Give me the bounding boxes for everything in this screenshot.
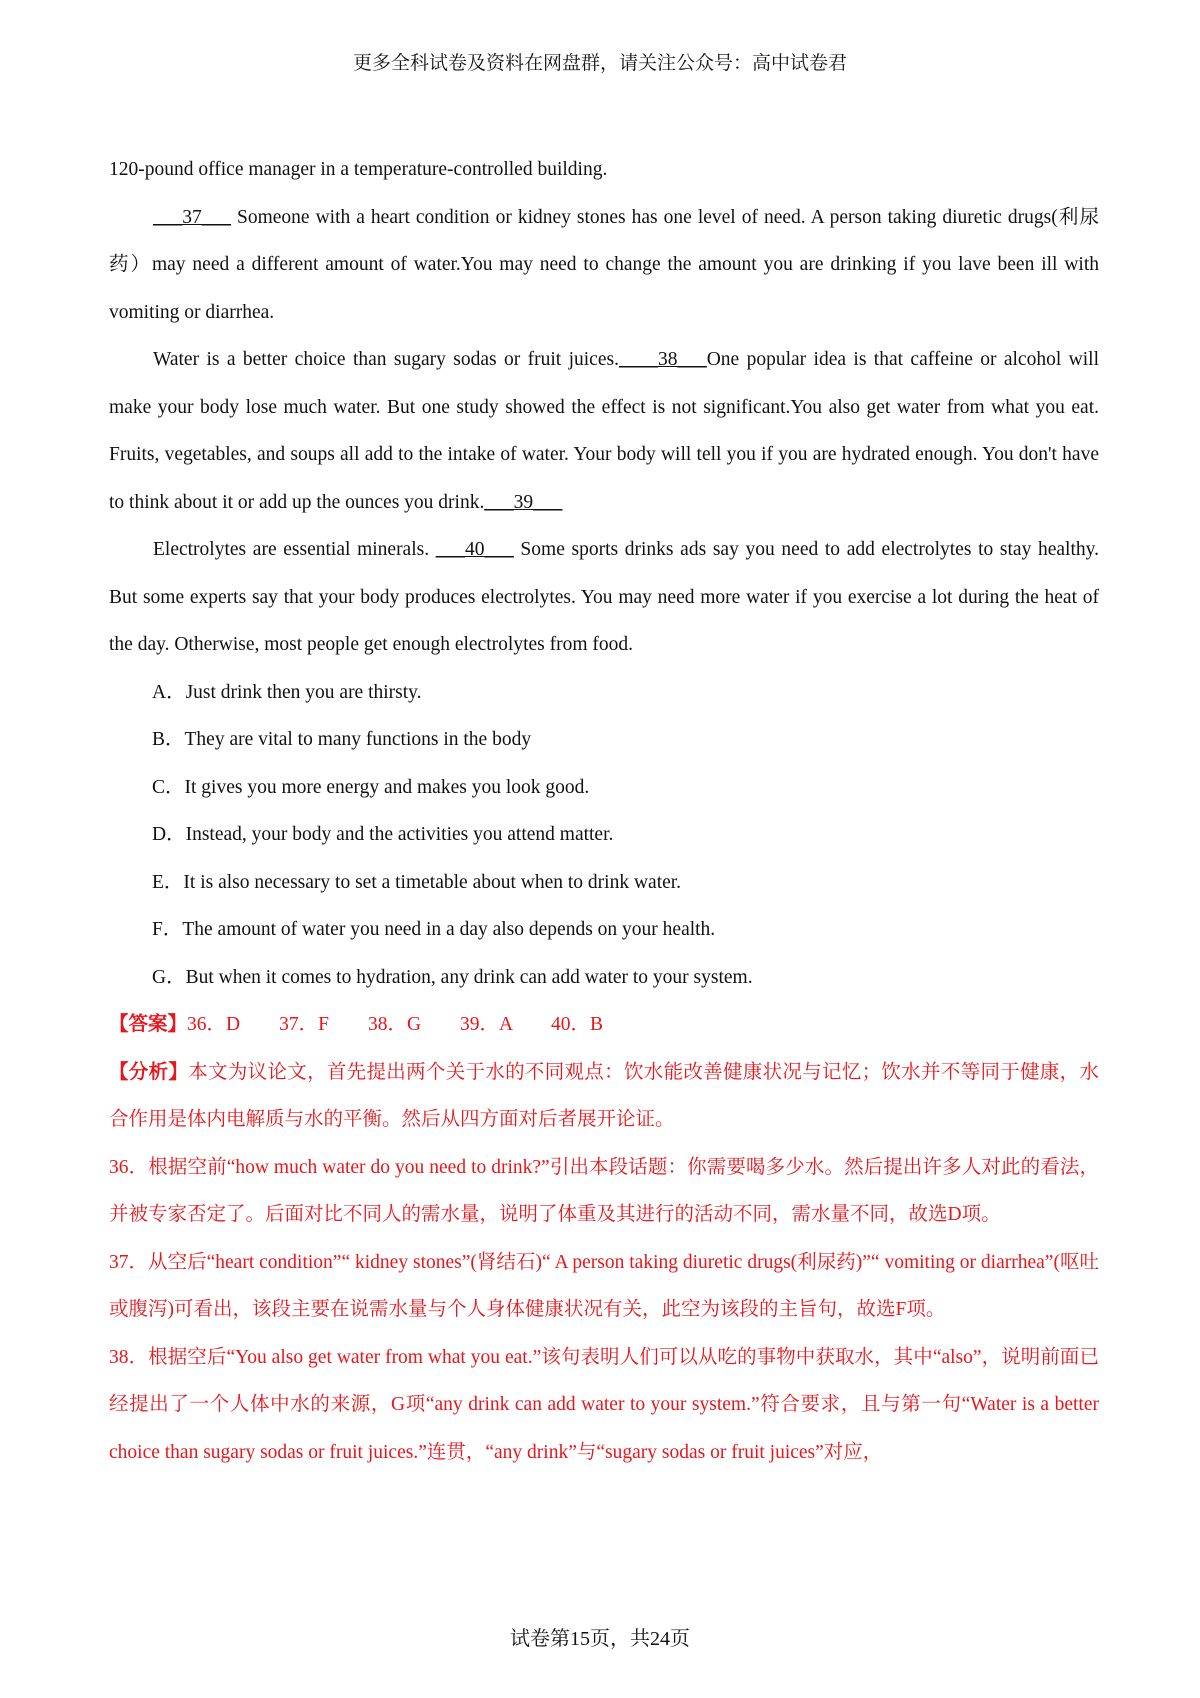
paragraph-2-text-b: One popular idea is that caffeine or alcohol will make your body lose much water. But one study showed the effect is not significant.You also get water from what you eat. Fruits, vegetables, and soups all add to the intake of water. Your body will tell you if you are hydrated enough. You don't have to think about it or add up the ounces you drink. [109, 349, 1099, 513]
passage-paragraph-3 [109, 526, 1099, 669]
page-content [109, 146, 1099, 1476]
option-f: F．The amount of water you need in a day also depends on your health. [152, 919, 716, 940]
paragraph-3-text-a: Electrolytes are essential minerals. [153, 539, 436, 560]
passage-paragraph-1 [109, 194, 1099, 337]
blank-37: ___37___ [153, 206, 231, 228]
answer-label: 【答案】 [109, 1014, 188, 1035]
option-b: B．They are vital to many functions in the body [152, 729, 532, 750]
paragraph-2-text-a: Water is a better choice than sugary sodas or fruit juices. [153, 349, 619, 370]
option-d: D．Instead, your body and the activities you attend matter. [152, 824, 614, 845]
blank-38: ____38___ [618, 349, 707, 370]
passage-paragraph-2 [109, 336, 1099, 526]
paragraph-3-text-b: Some sports drinks ads say you need to add electrolytes to stay healthy. But some experts say that your body produces electrolytes. You may need more water if you exercise a lot during the heat of the day. Otherwise, most people get enough electrolytes from food. [109, 539, 1099, 655]
explanation-38: 38．根据空后“You also get water from what you eat.”该句表明人们可以从吃的事物中获取水，其中“also”，说明前面已经提出了一个人体中水的来源，G项“any drink can add water to your system.”符合要求，且与第一句“Water is a better choice than sugary sodas or fruit juices.”连贯，“any drink”与“sugary sodas or fruit juices”对应， [109, 1346, 1099, 1463]
blank-40: ___40___ [435, 539, 514, 560]
page-header: 更多全科试卷及资料在网盘群，请关注公众号：高中试卷君 [352, 53, 847, 74]
analysis-paragraph [109, 1049, 1099, 1144]
page-footer: 试卷第15页，共24页 [510, 1628, 690, 1650]
passage-paragraph-0: 120-pound office manager in a temperature-controlled building. [109, 159, 608, 180]
option-c: C．It gives you more energy and makes you look good. [152, 776, 590, 798]
explanation-36: 36．根据空前“how much water do you need to drink?”引出本段话题：你需要喝多少水。然后提出许多人对此的看法，并被专家否定了。后面对比不同人的需水量，说明了体重及其进行的活动不同，需水量不同，故选D项。 [109, 1156, 1099, 1225]
option-e: E．It is also necessary to set a timetable about when to drink water. [152, 871, 682, 893]
answer-text: 36．D 37．F 38．G 39．A 40．B [187, 1014, 604, 1035]
answer-line [109, 1001, 1099, 1049]
analysis-label: 【分析】 [109, 1061, 189, 1083]
explanation-37: 37．从空后“heart condition”“ kidney stones”(肾结石)“ A person taking diuretic drugs(利尿药)”“ vomiting or diarrhea”(呕吐或腹泻)可看出，该段主要在说需水量与个人身体健康状况有关，此空为该段的主旨句，故选F项。 [109, 1251, 1099, 1320]
paragraph-1-text: Someone with a heart condition or kidney stones has one level of need. A person taking diuretic drugs(利尿药）may need a different amount of water.You may need to change the amount you are drinking if you lave been ill with vomiting or diarrhea. [109, 206, 1099, 323]
option-g: G．But when it comes to hydration, any drink can add water to your system. [152, 966, 753, 988]
analysis-text: 本文为议论文，首先提出两个关于水的不同观点：饮水能改善健康状况与记忆；饮水并不等同于健康，水合作用是体内电解质与水的平衡。然后从四方面对后者展开论证。 [109, 1061, 1099, 1130]
blank-39: ___39___ [484, 491, 563, 513]
option-a: A．Just drink then you are thirsty. [152, 681, 422, 703]
